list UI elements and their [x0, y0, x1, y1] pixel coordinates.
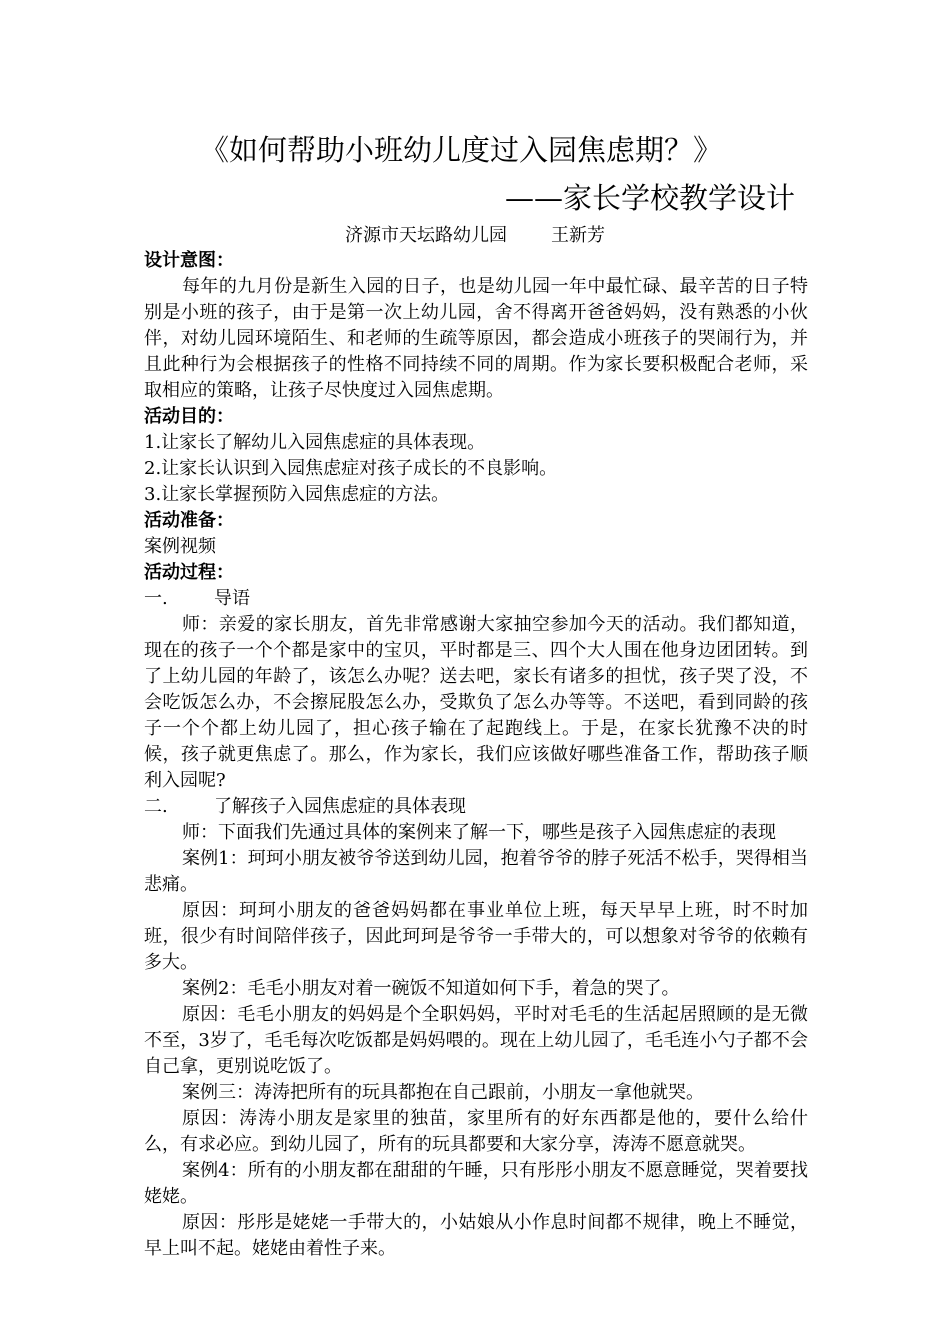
section-heading [144, 586, 808, 612]
case-paragraph: 原因：涛涛小朋友是家里的独苗，家里所有的好东西都是他的，要什么给什么，有求必应。到幼儿园了，所有的玩具都要和大家分享，涛涛不愿意就哭。 [144, 1108, 808, 1155]
section-title: 导语 [214, 588, 250, 609]
section-number: 一. [144, 588, 168, 609]
case-paragraph: 原因：彤彤是姥姥一手带大的，小姑娘从小作息时间都不规律，晚上不睡觉，早上叫不起。姥姥由着性子来。 [144, 1212, 808, 1259]
process-heading: 活动过程： [144, 562, 234, 583]
section-text: 师：亲爱的家长朋友，首先非常感谢大家抽空参加今天的活动。我们都知道，现在的孩子一个个都是家中的宝贝，平时都是三、四个大人围在他身边团团转。到了上幼儿园的年龄了，该怎么办呢？送去吧，家长有诸多的担忧，孩子哭了没，不会吃饭怎么办，不会擦屁股怎么办，受欺负了怎么办等等。不送吧，看到同龄的孩子一个个都上幼儿园了，担心孩子输在了起跑线上。于是，在家长犹豫不决的时候，孩子就更焦虑了。那么，作为家长，我们应该做好哪些准备工作，帮助孩子顺利入园呢? [144, 614, 808, 791]
case-paragraph: 案例三：涛涛把所有的玩具都抱在自己跟前，小朋友一拿他就哭。 [182, 1082, 704, 1103]
objective-item: 2.让家长认识到入园焦虑症对孩子成长的不良影响。 [144, 458, 558, 479]
author-name: 王新芳 [551, 225, 605, 246]
case-paragraph: 案例1：珂珂小朋友被爷爷送到幼儿园，抱着爷爷的脖子死活不松手，哭得相当悲痛。 [144, 848, 808, 895]
section-title: 了解孩子入园焦虑症的具体表现 [214, 796, 466, 817]
case-paragraph: 案例2：毛毛小朋友对着一碗饭不知道如何下手，着急的哭了。 [182, 978, 680, 999]
case-paragraph: 原因：毛毛小朋友的妈妈是个全职妈妈，平时对毛毛的生活起居照顾的是无微不至，3岁了，毛毛每次吃饭都是妈妈喂的。现在上幼儿园了，毛毛连小勺子都不会自己拿，更别说吃饭了。 [144, 1004, 808, 1077]
school-name: 济源市天坛路幼儿园 [345, 225, 507, 246]
document-title: 《如何帮助小班幼儿度过入园焦虑期？》 [200, 133, 723, 167]
design-intent-heading: 设计意图： [144, 250, 234, 271]
document-subtitle: ——家长学校教学设计 [505, 181, 796, 215]
author-line [0, 224, 950, 248]
preparation-heading: 活动准备： [144, 510, 234, 531]
section-intro: 师：下面我们先通过具体的案例来了解一下，哪些是孩子入园焦虑症的表现 [182, 822, 776, 843]
case-paragraph: 原因：珂珂小朋友的爸爸妈妈都在事业单位上班，每天早早上班，时不时加班，很少有时间陪伴孩子，因此珂珂是爷爷一手带大的，可以想象对爷爷的依赖有多大。 [144, 900, 808, 973]
objective-item: 3.让家长掌握预防入园焦虑症的方法。 [144, 484, 450, 505]
document-body [144, 248, 808, 1262]
design-intent-text: 每年的九月份是新生入园的日子，也是幼儿园一年中最忙碌、最辛苦的日子特别是小班的孩子，由于是第一次上幼儿园，舍不得离开爸爸妈妈，没有熟悉的小伙伴，对幼儿园环境陌生、和老师的生疏等原因，都会造成小班孩子的哭闹行为，并且此种行为会根据孩子的性格不同持续不同的周期。作为家长要积极配合老师，采取相应的策略，让孩子尽快度过入园焦虑期。 [144, 276, 808, 401]
section-number: 二. [144, 796, 168, 817]
objectives-heading: 活动目的： [144, 406, 234, 427]
preparation-text: 案例视频 [144, 536, 216, 557]
objective-item: 1.让家长了解幼儿入园焦虑症的具体表现。 [144, 432, 486, 453]
case-paragraph: 案例4：所有的小朋友都在甜甜的午睡，只有彤彤小朋友不愿意睡觉，哭着要找姥姥。 [144, 1160, 808, 1207]
section-heading [144, 794, 808, 820]
